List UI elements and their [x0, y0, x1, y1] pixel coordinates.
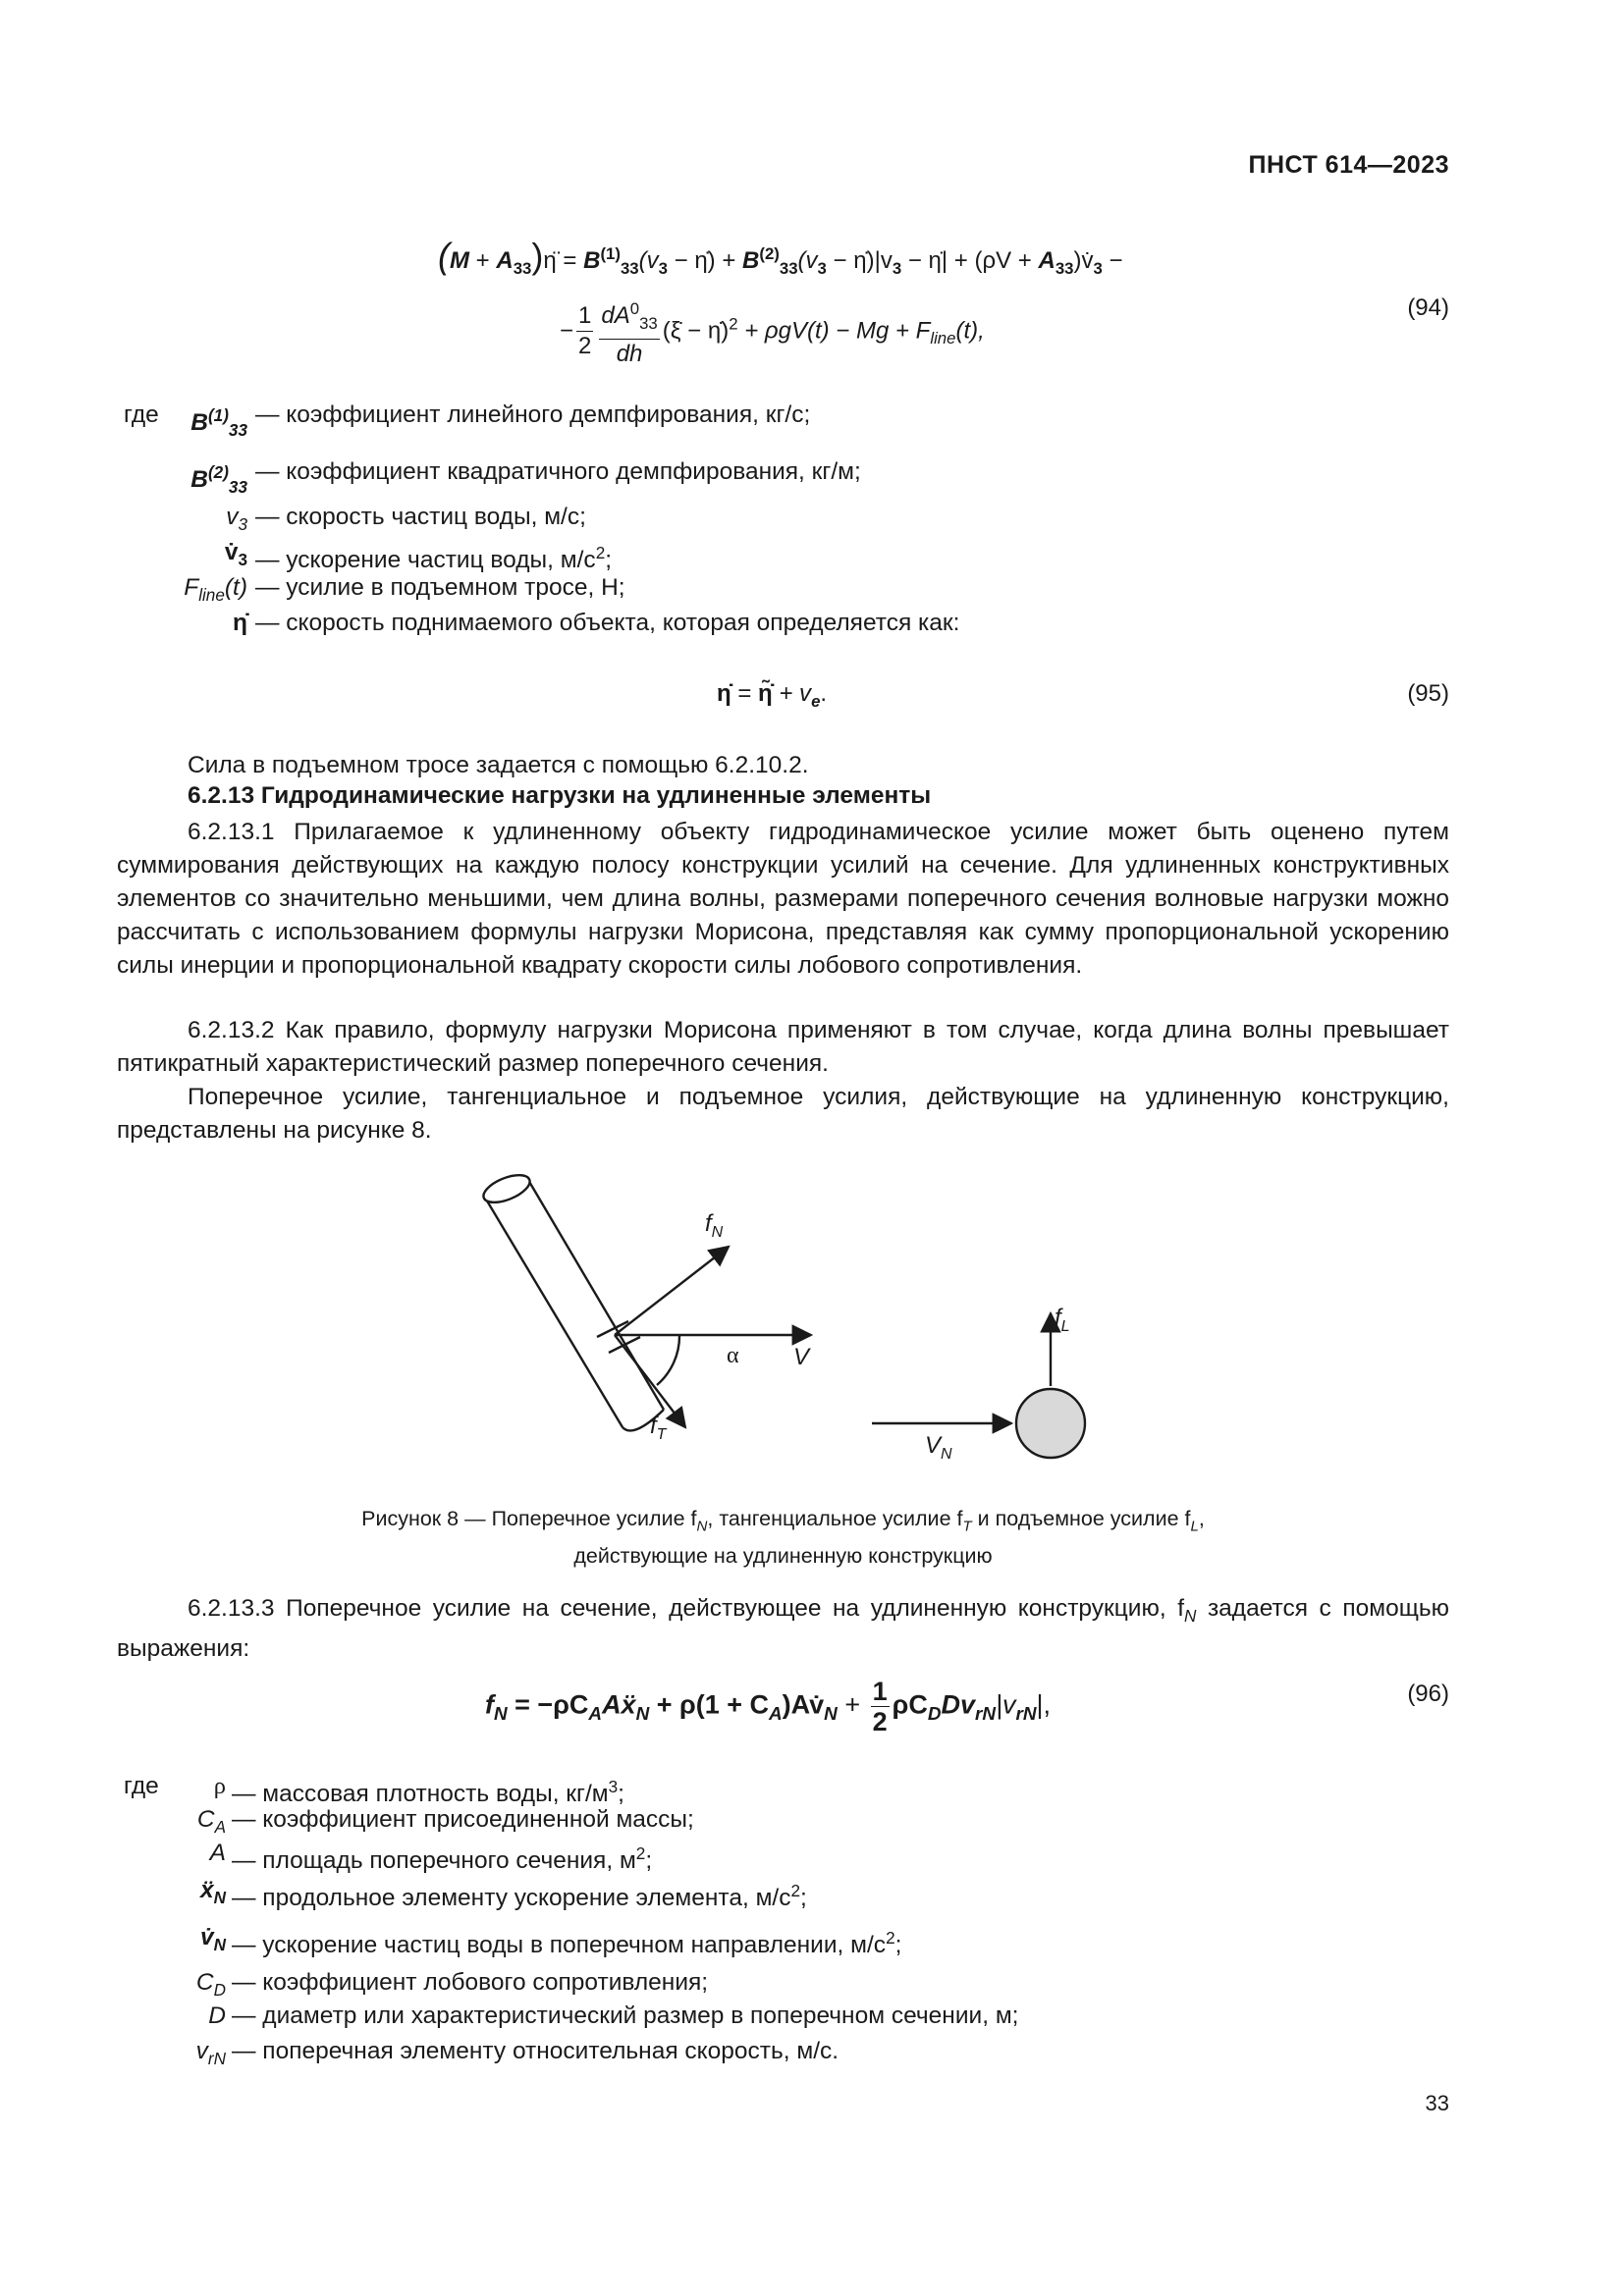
label-VN: $V_N$ — [925, 1432, 952, 1463]
paragraph-6-2-13-1: 6.2.13.1 Прилагаемое к удлиненному объекту гидродинамическое усилие может быть оценено путем суммирования действующих на каждую полосу конструкции усилий на сечение. Для удлиненных конструктивных элементов со значительно меньшими, чем длина волны, размерами поперечного сечения волновые нагрузки можно рассчитать с использованием формулы нагрузки Морисона, представляя как сумму пропорциональной ускорению силы инерции и пропорциональной квадрату скорости силы лобового сопротивления. — [117, 819, 1449, 979]
equation-94-line2: − $\frac{1}{2}$ $\frac{dA^0_{33}}{dh}$ (ξ̇ − η̇)$^2$ + $\rho gV(t) - Mg + F_{line}(t)$, — [560, 294, 985, 369]
fN-arrow — [615, 1247, 729, 1335]
page-number: 33 — [1425, 2091, 1449, 2115]
paragraph-force: Сила в подъемном тросе задается с помощью 6.2.10.2. — [188, 752, 809, 778]
label-fL: $f_L$ — [1055, 1305, 1070, 1335]
legend-where: где — [124, 1773, 159, 1799]
paragraph-6-2-13-2: 6.2.13.2 Как правило, формулу нагрузки Морисона применяют в том случае, когда длина волны превышает пятикратный характеристический размер поперечного сечения. — [117, 1017, 1449, 1077]
label-fT: $f_T$ — [650, 1413, 667, 1443]
cylinder-edge — [528, 1180, 664, 1410]
label-V: V — [793, 1344, 810, 1370]
cylinder-top-ellipse — [480, 1169, 534, 1207]
equation-95: η̇ = η̃̇ + $v_e$. — [717, 680, 828, 711]
equation-94-line1: $(M + A_{33})\etä = B^{(1)}_{33}(v_3$ − η̇) + $B^{(2)}_{33}(v_3$ − $\etȧ)|v_3$ − η̇| + $(\rho V + A_{33})v̇_3$ − — [438, 236, 1123, 278]
cross-section-circle — [1016, 1389, 1085, 1458]
paragraph-6-2-13-3: 6.2.13.3 Поперечное усилие на сечение, действующее на удлиненную конструкцию, $f_N$ задается с помощью выражения: — [117, 1595, 1450, 1662]
cylinder-edge — [485, 1198, 623, 1427]
section-heading: 6.2.13 Гидродинамические нагрузки на удлиненные элементы — [188, 782, 932, 809]
equation-94-number: (94) — [1407, 294, 1449, 321]
legend-where: где — [124, 401, 159, 428]
equation-95-number: (95) — [1407, 680, 1449, 707]
figure-8 — [461, 1168, 1090, 1492]
label-fN: $f_N$ — [705, 1210, 724, 1241]
equation-96-number: (96) — [1407, 1681, 1449, 1707]
label-alpha: α — [727, 1343, 739, 1368]
section-line — [609, 1337, 640, 1353]
equation-96: $f_N$ = $-\rho C_AAẍ_N + \rho(1$ + $C_A)Av̇_N$ + $\frac{1}{2}$ $\rho C_DDv_{rN}|v_{rN}|$, — [485, 1677, 1052, 1736]
paragraph-figure-ref: Поперечное усилие, тангенциальное и подъемное усилия, действующие на удлиненную конструкцию, представлены на рисунке 8. — [117, 1084, 1449, 1144]
alpha-arc — [657, 1335, 679, 1385]
standard-number: ПНСТ 614—2023 — [1248, 151, 1449, 179]
figure-caption: Рисунок 8 — Поперечное усилие $f_N$, тангенциальное усилие $f_T$ и подъемное усилие $f_L$, действующие на удлиненную конструкцию — [361, 1507, 1205, 1569]
